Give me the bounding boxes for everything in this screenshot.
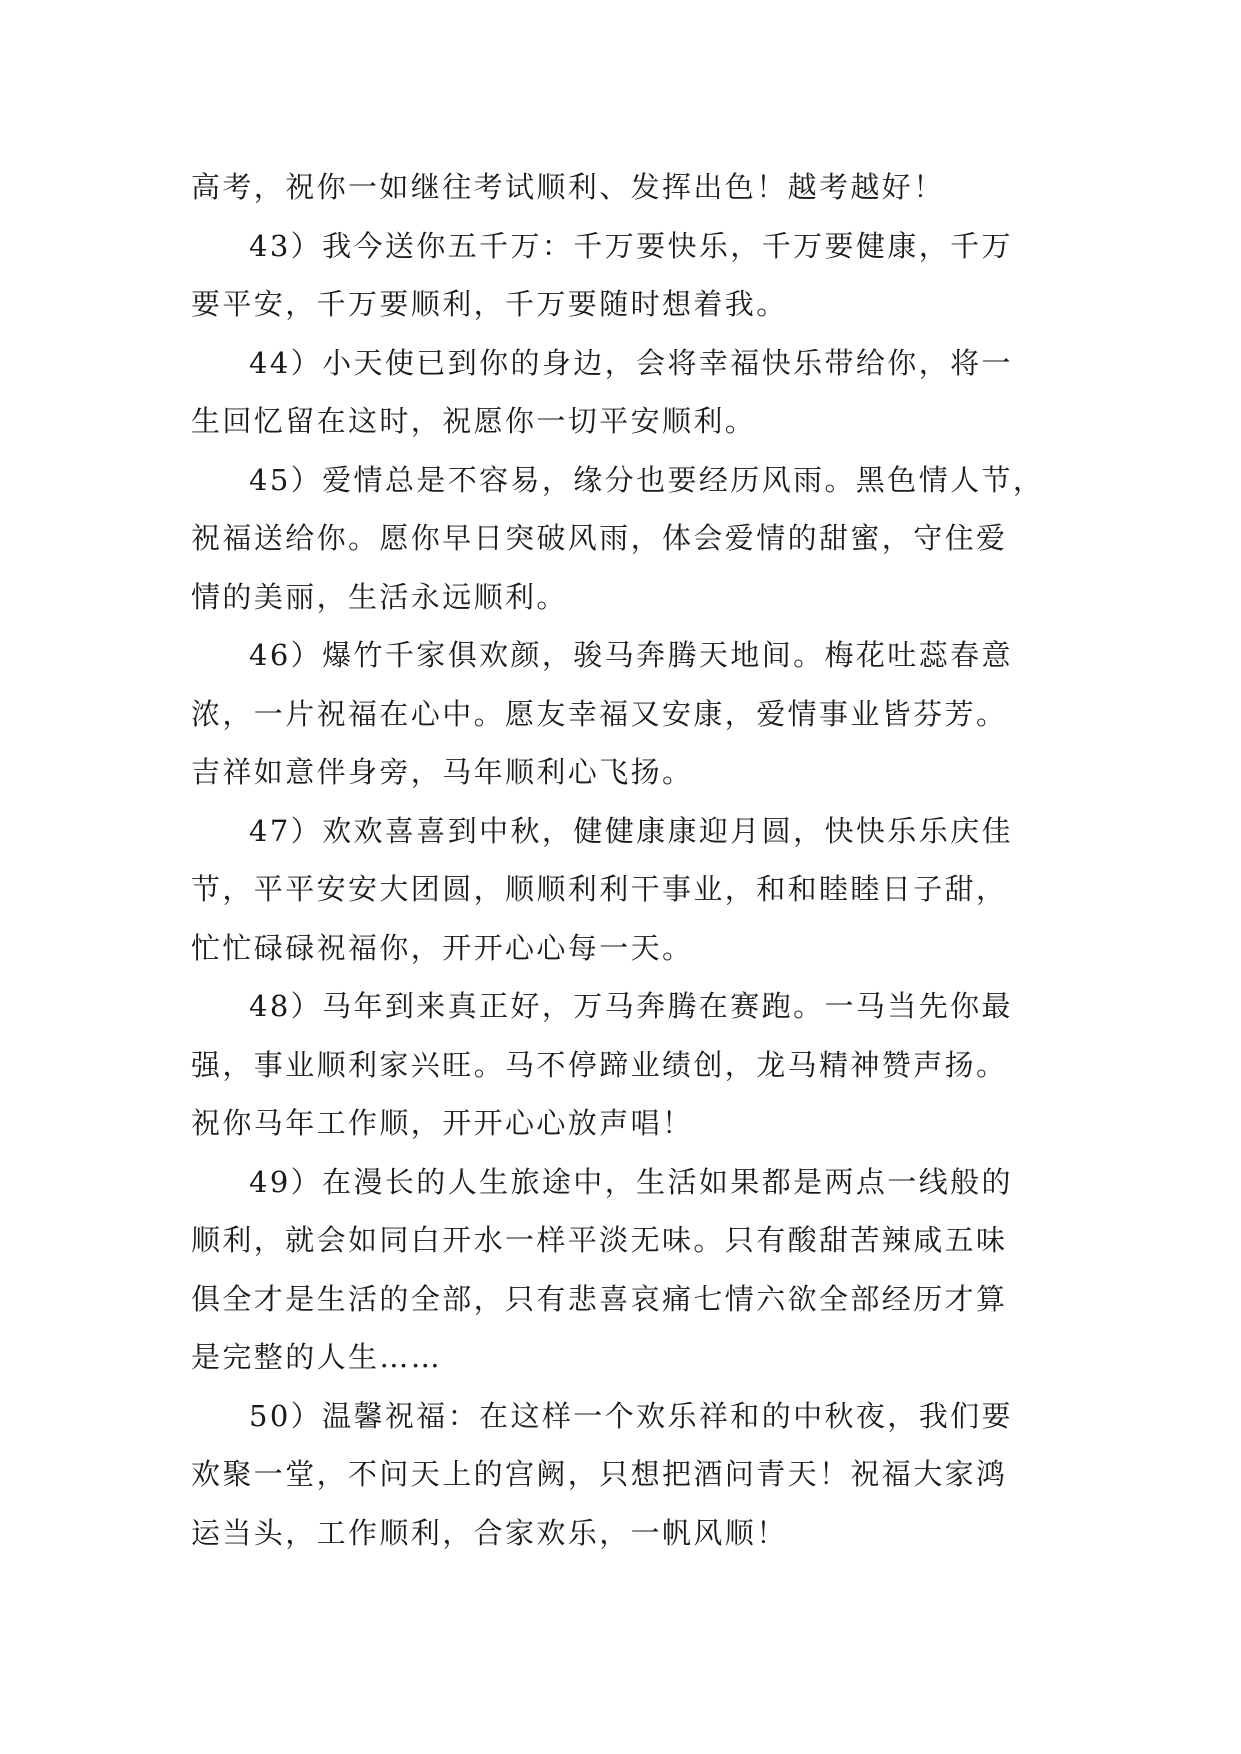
text-line: 生回忆留在这时，祝愿你一切平安顺利。 xyxy=(191,404,757,438)
text-line: 吉祥如意伴身旁，马年顺利心飞扬。 xyxy=(191,755,694,789)
paragraph-50 xyxy=(191,1387,1061,1563)
text-line: 46）爆竹千家俱欢颜，骏马奔腾天地间。梅花吐蕊春意 xyxy=(249,638,1013,672)
paragraph-44 xyxy=(191,334,1061,451)
text-line: 高考，祝你一如继往考试顺利、发挥出色！越考越好！ xyxy=(191,170,945,204)
paragraph-43 xyxy=(191,217,1061,334)
text-line: 48）马年到来真正好，万马奔腾在赛跑。一马当先你最 xyxy=(249,989,1013,1023)
text-line: 情的美丽，生活永远顺利。 xyxy=(191,579,568,614)
text-line: 要平安，千万要顺利，千万要随时想着我。 xyxy=(191,287,788,321)
text-line: 祝你马年工作顺，开开心心放声唱！ xyxy=(191,1106,694,1140)
text-line: 祝福送给你。愿你早日突破风雨，体会爱情的甜蜜，守住爱 xyxy=(191,521,1008,555)
text-line: 44）小天使已到你的身边，会将幸福快乐带给你，将一 xyxy=(249,345,1013,380)
text-line: 俱全才是生活的全部，只有悲喜哀痛七情六欲全部经历才算 xyxy=(191,1281,1008,1316)
text-line: 47）欢欢喜喜到中秋，健健康康迎月圆，快快乐乐庆佳 xyxy=(249,813,1013,848)
text-line: 欢聚一堂，不问天上的宫阙，只想把酒问青天！祝福大家鸿 xyxy=(191,1457,1008,1491)
text-line: 节，平平安安大团圆，顺顺利利干事业，和和睦睦日子甜， xyxy=(191,872,1008,906)
document-body xyxy=(191,158,1061,1562)
text-line: 顺利，就会如同白开水一样平淡无味。只有酸甜苦辣咸五味 xyxy=(191,1223,1008,1257)
text-line: 49）在漫长的人生旅途中，生活如果都是两点一线般的 xyxy=(249,1164,1013,1199)
paragraph-48 xyxy=(191,977,1061,1153)
paragraph-47 xyxy=(191,802,1061,978)
text-line: 是完整的人生…… xyxy=(191,1340,443,1374)
text-line: 43）我今送你五千万：千万要快乐，千万要健康，千万 xyxy=(249,228,1013,263)
text-line: 50）温馨祝福：在这样一个欢乐祥和的中秋夜，我们要 xyxy=(249,1398,1013,1433)
text-line: 运当头，工作顺利，合家欢乐，一帆风顺！ xyxy=(191,1515,788,1550)
text-line: 强，事业顺利家兴旺。马不停蹄业绩创，龙马精神赞声扬。 xyxy=(191,1047,1008,1082)
text-line: 浓，一片祝福在心中。愿友幸福又安康，爱情事业皆芬芳。 xyxy=(191,696,1008,731)
paragraph-45 xyxy=(191,451,1061,627)
paragraph-49 xyxy=(191,1153,1061,1387)
paragraph-46 xyxy=(191,626,1061,802)
paragraph-continuation xyxy=(191,158,1061,217)
text-line: 45）爱情总是不容易，缘分也要经历风雨。黑色情人节， xyxy=(249,462,1045,497)
text-line: 忙忙碌碌祝福你，开开心心每一天。 xyxy=(191,930,694,965)
